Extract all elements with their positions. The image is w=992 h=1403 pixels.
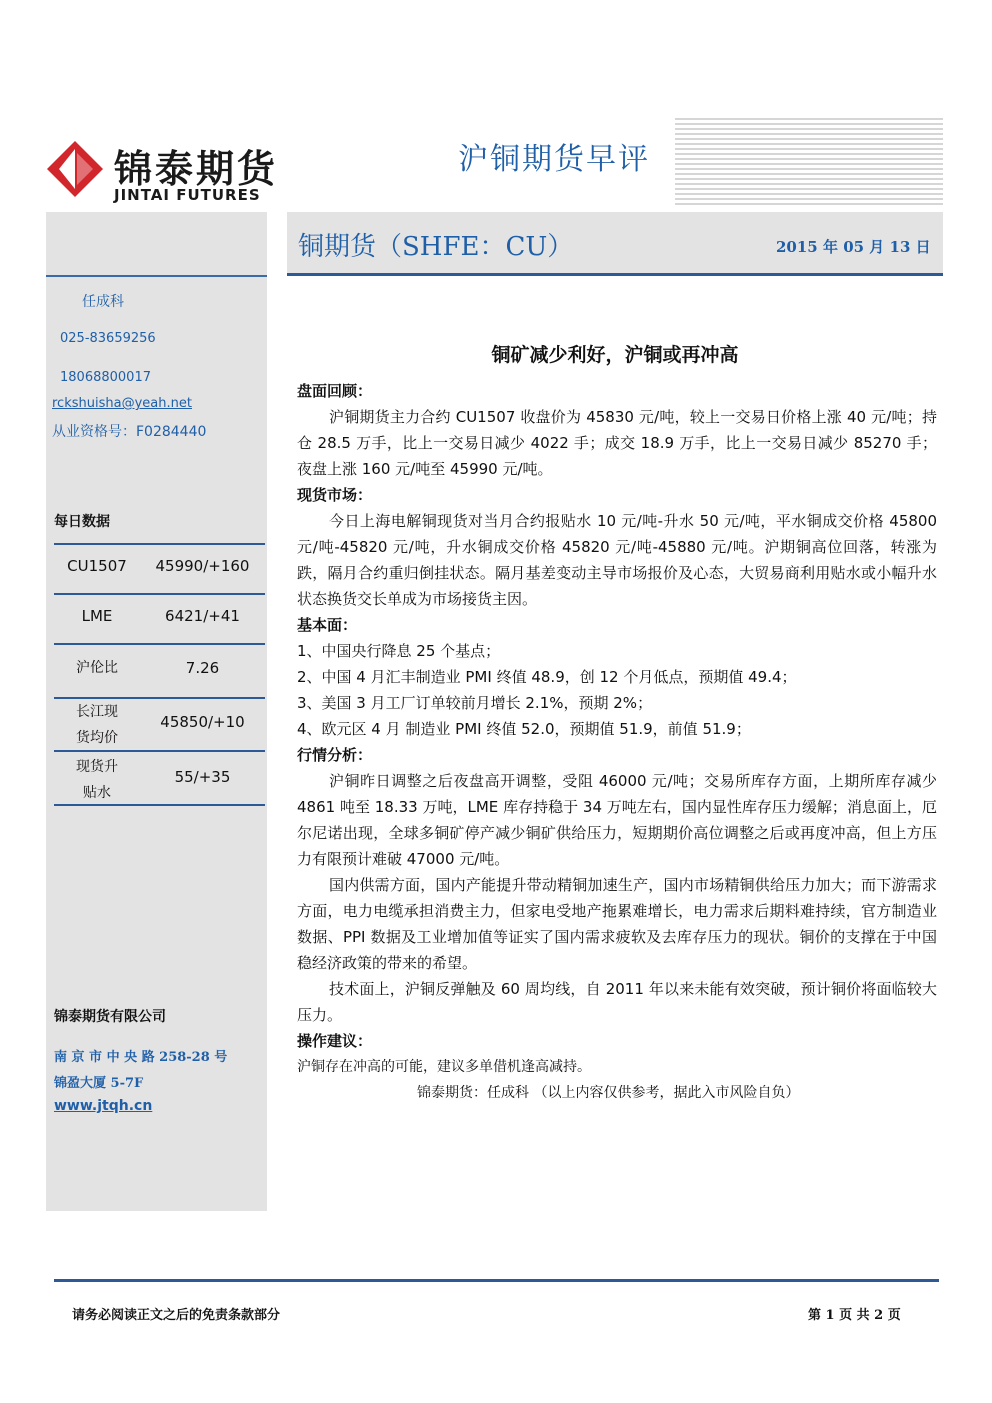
analyst-phone-2: 18068800017 — [60, 370, 151, 385]
article-heading: 铜矿减少利好，沪铜或再冲高 — [491, 344, 739, 366]
company-name: 锦泰期货有限公司 — [54, 1009, 166, 1025]
table-row — [54, 643, 265, 697]
daily-value-ratio: 7.26 — [185, 659, 220, 677]
daily-label-premium — [54, 754, 140, 806]
daily-label-changjiang-line1: 长江现 — [76, 704, 118, 720]
table-row — [54, 593, 265, 643]
section-heading-market-review: 盘面回顾： — [297, 382, 373, 400]
section-title: 铜期货（SHFE：CU） — [298, 232, 574, 262]
paragraph-analysis-1: 沪铜昨日调整之后夜盘高开调整，受阻 46000 元/吨；交易所库存方面，上期所库存减少 4861 吨至 18.33 万吨，LME 库存持稳于 34 万吨左右，国内显性库存压力缓解；消息面上，厄尔尼诺出现，全球多铜矿停产减少铜矿供给压力，短期期价高位调整之后或再度冲高，但上方压力有限预计难破 47000 元/吨。 — [297, 772, 937, 868]
brand-name-cn: 锦泰期货 — [114, 146, 279, 191]
section-heading-advice: 操作建议： — [297, 1032, 373, 1050]
daily-value-premium: 55/+35 — [174, 768, 231, 786]
daily-label-changjiang — [54, 699, 140, 751]
paragraph-analysis-2: 国内供需方面，国内产能提升带动精铜加速生产，国内市场精铜供给压力加大；而下游需求方面，电力电缆承担消费主力，但家电受地产拖累难增长，电力需求后期料难持续，官方制造业数据、PPI 数据及工业增加值等证实了国内需求疲软及去库存压力的现状。铜价的支撑在于中国稳经济政策的带来的希望。 — [297, 876, 937, 972]
brand-name-en: JINTAI FUTURES — [114, 186, 261, 204]
section-heading-fundamentals: 基本面： — [297, 616, 358, 634]
jintai-logo-icon — [46, 140, 104, 198]
footer-disclaimer-note: 请务必阅读正文之后的免责条款部分 — [72, 1308, 281, 1323]
daily-value-cu1507: 45990/+160 — [155, 557, 250, 575]
daily-label-premium-line1: 现货升 — [76, 759, 118, 775]
footer-divider — [54, 1279, 939, 1282]
table-row — [54, 750, 265, 806]
company-address-1: 南 京 市 中 央 路 258-28 号 — [54, 1050, 228, 1065]
paragraph-analysis-3: 技术面上，沪铜反弹触及 60 周均线，自 2011 年以来未能有效突破，预计铜价将面临较大压力。 — [297, 980, 937, 1024]
daily-data-table — [54, 543, 265, 806]
paragraph-market-review: 沪铜期货主力合约 CU1507 收盘价为 45830 元/吨，较上一交易日价格上涨 40 元/吨；持仓 28.5 万手，比上一交易日减少 4022 手；成交 18.9 万手，比上一交易日减少 85270 手；夜盘上涨 160 元/吨至 45990 元/吨。 — [297, 408, 937, 478]
signature-line: 锦泰期货：任成科 （以上内容仅供参考，据此入市风险自负） — [417, 1085, 800, 1101]
table-row — [54, 697, 265, 750]
company-website-link[interactable]: www.jtqh.cn — [54, 1098, 153, 1114]
daily-value-lme: 6421/+41 — [165, 607, 240, 625]
daily-value-changjiang: 45850/+10 — [160, 713, 245, 731]
daily-label-cu1507: CU1507 — [67, 557, 127, 575]
list-item: 3、美国 3 月工厂订单较前月增长 2.1%，预期 2%； — [297, 694, 653, 712]
analyst-cert: 从业资格号：F0284440 — [52, 424, 207, 440]
daily-label-ratio: 沪伦比 — [76, 660, 118, 676]
section-heading-spot: 现货市场： — [297, 486, 373, 504]
article-body — [297, 378, 937, 1106]
daily-label-changjiang-line2: 货均价 — [76, 730, 118, 746]
daily-label-lme: LME — [81, 607, 113, 625]
paragraph-spot: 今日上海电解铜现货对当月合约报贴水 10 元/吨-升水 50 元/吨，平水铜成交价格 45800 元/吨-45820 元/吨，升水铜成交价格 45820 元/吨-45880 元/吨。沪期铜高位回落，转涨为跌，隔月合约重归倒挂状态。隔月基差变动主导市场报价及心态，大贸易商利用贴水或小幅升水状态换货交长单成为市场接货主因。 — [297, 512, 937, 608]
daily-label-premium-line2: 贴水 — [83, 785, 111, 801]
header-stripes — [675, 118, 943, 206]
company-address-2: 锦盈大厦 5-7F — [54, 1076, 144, 1091]
list-item: 1、中国央行降息 25 个基点； — [297, 642, 501, 660]
table-row — [54, 543, 265, 593]
sidebar-top-divider — [46, 275, 267, 277]
paragraph-advice: 沪铜存在冲高的可能，建议多单借机逢高减持。 — [297, 1059, 591, 1075]
analyst-name: 任成科 — [82, 294, 124, 310]
section-heading-analysis: 行情分析： — [297, 746, 373, 764]
list-item: 2、中国 4 月汇丰制造业 PMI 终值 48.9，创 12 个月低点，预期值 49.4； — [297, 668, 797, 686]
analyst-phone-1: 025-83659256 — [60, 331, 156, 346]
list-item: 4、欧元区 4 月 制造业 PMI 终值 52.0，预期值 51.9，前值 51.9； — [297, 720, 751, 738]
report-title: 沪铜期货早评 — [458, 142, 650, 177]
analyst-email-link[interactable]: rckshuisha@yeah.net — [52, 396, 192, 411]
page-number: 第 1 页 共 2 页 — [808, 1308, 901, 1323]
daily-data-label: 每日数据 — [54, 514, 110, 530]
report-date: 2015 年 05 月 13 日 — [776, 238, 931, 256]
